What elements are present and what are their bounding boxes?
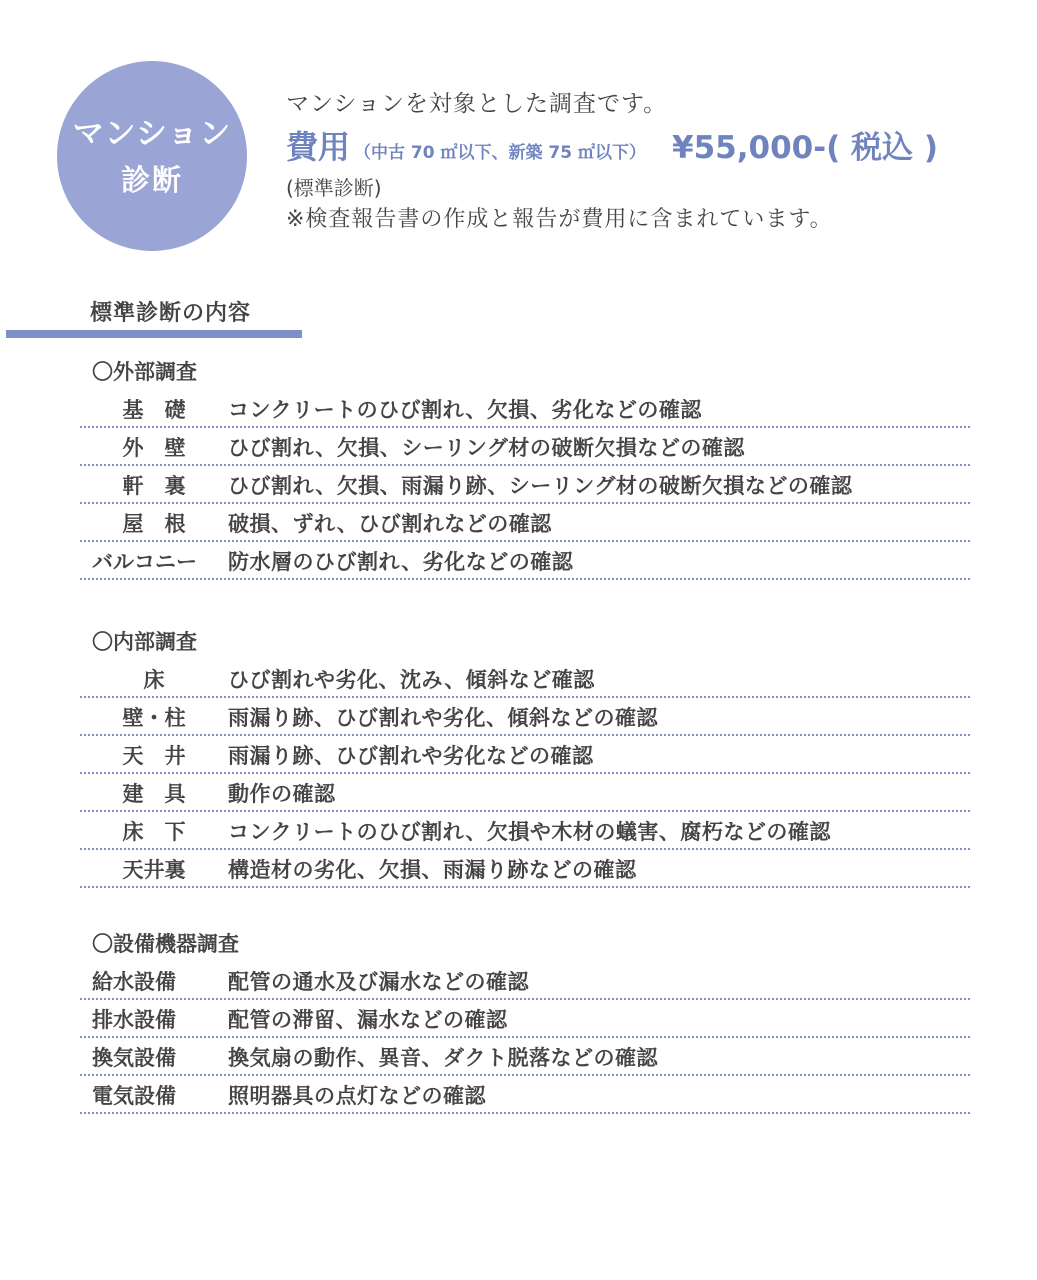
equipment-title: 〇設備機器調査 (92, 932, 239, 956)
table-row (80, 466, 970, 504)
row-label: 給水設備 (92, 970, 176, 994)
row-description: 構造材の劣化、欠損、雨漏り跡などの確認 (228, 858, 637, 882)
row-description: 防水層のひび割れ、劣化などの確認 (228, 550, 574, 574)
fee-condition: （中古 70 ㎡以下、新築 75 ㎡以下） (354, 143, 647, 163)
row-description: 破損、ずれ、ひび割れなどの確認 (228, 512, 552, 536)
row-description: 配管の滞留、漏水などの確認 (228, 1008, 508, 1032)
exterior-rows (80, 390, 970, 580)
row-label: 床 下 (122, 820, 186, 844)
row-description: 換気扇の動作、異音、ダクト脱落などの確認 (228, 1046, 658, 1070)
row-description: 照明器具の点灯などの確認 (228, 1084, 486, 1108)
row-description: コンクリートのひび割れ、欠損や木材の蟻害、腐朽などの確認 (228, 820, 831, 844)
table-row (80, 504, 970, 542)
table-row (80, 1000, 970, 1038)
report-note: ※検査報告書の作成と報告が費用に含まれています。 (286, 207, 833, 232)
header-info (286, 86, 1026, 236)
table-row (80, 850, 970, 888)
table-row (80, 390, 970, 428)
row-label: 換気設備 (92, 1046, 176, 1070)
equipment-inspection-group (80, 926, 970, 1114)
table-row (80, 1076, 970, 1114)
row-description: 動作の確認 (228, 782, 336, 806)
exterior-inspection-group (80, 354, 970, 580)
section-title: 標準診断の内容 (90, 301, 252, 326)
table-row (80, 962, 970, 1000)
table-row (80, 1038, 970, 1076)
price-row (286, 122, 1026, 172)
row-label: 基 礎 (122, 398, 186, 422)
row-description: ひび割れ、欠損、雨漏り跡、シーリング材の破断欠損などの確認 (228, 474, 853, 498)
equipment-rows (80, 962, 970, 1114)
section-underline (6, 330, 302, 338)
table-row (80, 660, 970, 698)
table-row (80, 542, 970, 580)
fee-price: ¥55,000-( 税込 ) (672, 130, 938, 166)
row-label: 屋 根 (122, 512, 186, 536)
row-label: 軒 裏 (122, 474, 186, 498)
row-description: コンクリートのひび割れ、欠損、劣化などの確認 (228, 398, 702, 422)
table-row (80, 736, 970, 774)
row-description: 雨漏り跡、ひび割れや劣化、傾斜などの確認 (228, 706, 658, 730)
row-label: 天井裏 (122, 858, 186, 882)
row-label: 建 具 (122, 782, 186, 806)
intro-text: マンションを対象とした調査です。 (286, 91, 668, 117)
standard-diagnosis-note: (標準診断) (286, 176, 382, 200)
row-label: 排水設備 (92, 1008, 176, 1032)
row-label: 天 井 (122, 744, 186, 768)
table-row (80, 698, 970, 736)
fee-label: 費用 (286, 128, 351, 166)
row-label: 外 壁 (122, 436, 186, 460)
row-description: ひび割れや劣化、沈み、傾斜など確認 (228, 668, 595, 692)
table-row (80, 428, 970, 466)
row-label: バルコニー (92, 550, 197, 574)
exterior-title: 〇外部調査 (92, 360, 197, 384)
table-row (80, 774, 970, 812)
interior-title: 〇内部調査 (92, 630, 197, 654)
interior-inspection-group (80, 624, 970, 888)
row-description: 雨漏り跡、ひび割れや劣化などの確認 (228, 744, 594, 768)
row-label: 床 (143, 668, 165, 692)
interior-rows (80, 660, 970, 888)
row-description: ひび割れ、欠損、シーリング材の破断欠損などの確認 (228, 436, 745, 460)
badge-line-2: 診断 (120, 162, 183, 197)
row-label: 電気設備 (92, 1084, 176, 1108)
table-row (80, 812, 970, 850)
row-label: 壁・柱 (122, 706, 186, 730)
mansion-diagnosis-badge (57, 61, 247, 251)
badge-line-1: マンション (72, 115, 232, 152)
row-description: 配管の通水及び漏水などの確認 (228, 970, 529, 994)
